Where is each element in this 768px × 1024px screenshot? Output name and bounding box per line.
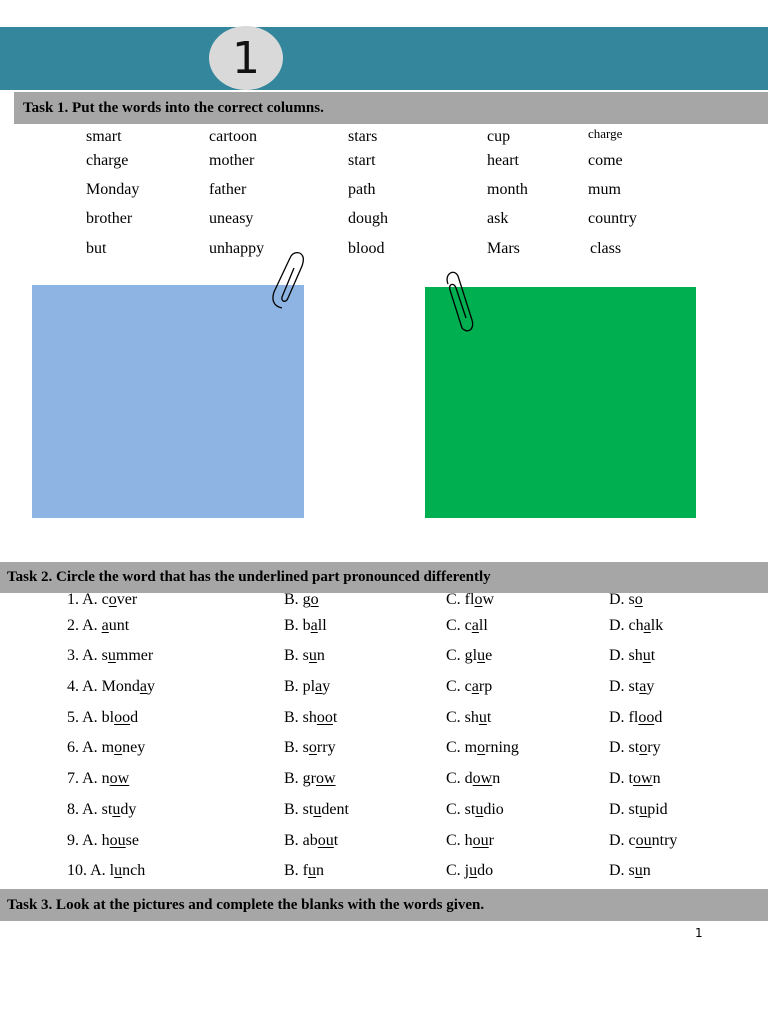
word-item: blood: [348, 240, 385, 257]
answer-option[interactable]: D. chalk: [609, 617, 664, 634]
answer-option[interactable]: D. country: [609, 832, 678, 849]
word-item: come: [588, 152, 623, 169]
word-item: Monday: [86, 181, 140, 198]
answer-option[interactable]: C. shut: [446, 709, 492, 726]
answer-option[interactable]: C. carp: [446, 678, 493, 695]
answer-option[interactable]: B. sun: [284, 647, 325, 664]
word-item: start: [348, 152, 376, 169]
answer-option[interactable]: D. town: [609, 770, 661, 787]
paperclip-icon: [268, 248, 308, 314]
word-item: dough: [348, 210, 388, 227]
word-item: unhappy: [209, 240, 265, 257]
answer-option[interactable]: B. fun: [284, 862, 324, 879]
answer-option[interactable]: D. shut: [609, 647, 656, 664]
answer-option[interactable]: C. down: [446, 770, 501, 787]
answer-option[interactable]: 9. A. house: [67, 832, 139, 849]
word-item: heart: [487, 152, 519, 169]
unit-number-badge: 1: [209, 26, 283, 90]
answer-option[interactable]: 7. A. now: [67, 770, 130, 787]
answer-option[interactable]: C. hour: [446, 832, 494, 849]
answer-option[interactable]: 4. A. Monday: [67, 678, 156, 695]
task2-title: Task 2. Circle the word that has the underlined part pronounced differently: [0, 562, 768, 593]
word-item: charge: [588, 126, 623, 141]
word-item: but: [86, 240, 107, 257]
answer-option[interactable]: 1. A. cover: [67, 591, 138, 608]
header-banner: [0, 27, 768, 90]
word-item: month: [487, 181, 528, 198]
task3-title: Task 3. Look at the pictures and complete the blanks with the words given.: [0, 889, 768, 921]
answer-option[interactable]: 2. A. aunt: [67, 617, 130, 634]
answer-option[interactable]: C. glue: [446, 647, 493, 664]
answer-option[interactable]: 8. A. study: [67, 801, 137, 818]
answer-option[interactable]: B. go: [284, 591, 319, 608]
answer-option[interactable]: D. flood: [609, 709, 663, 726]
word-item: country: [588, 210, 637, 227]
answer-option[interactable]: B. grow: [284, 770, 336, 787]
word-item: path: [348, 181, 376, 198]
word-item: mum: [588, 181, 621, 198]
word-item: charge: [86, 152, 129, 169]
answer-option[interactable]: C. morning: [446, 739, 519, 756]
answer-option[interactable]: C. judo: [446, 862, 494, 879]
word-item: cartoon: [209, 128, 257, 145]
word-item: father: [209, 181, 247, 198]
word-item: brother: [86, 210, 133, 227]
answer-option[interactable]: D. sun: [609, 862, 651, 879]
answer-option[interactable]: B. ball: [284, 617, 327, 634]
answer-option[interactable]: D. stay: [609, 678, 655, 695]
word-item: class: [590, 240, 622, 257]
word-item: mother: [209, 152, 255, 169]
blue-sorting-box: [32, 285, 304, 518]
word-item: stars: [348, 128, 378, 145]
word-item: cup: [487, 128, 511, 145]
page-number: 1: [695, 926, 703, 940]
word-item: smart: [86, 128, 122, 145]
answer-option[interactable]: 3. A. summer: [67, 647, 154, 664]
word-item: Mars: [487, 240, 520, 257]
word-item: ask: [487, 210, 509, 227]
paperclip-icon: [440, 268, 480, 336]
answer-option[interactable]: B. about: [284, 832, 339, 849]
answer-option[interactable]: B. sorry: [284, 739, 336, 756]
word-item: uneasy: [209, 210, 254, 227]
answer-option[interactable]: 6. A. money: [67, 739, 146, 756]
answer-option[interactable]: C. studio: [446, 801, 504, 818]
answer-option[interactable]: 5. A. blood: [67, 709, 139, 726]
answer-option[interactable]: D. story: [609, 739, 661, 756]
answer-option[interactable]: D. so: [609, 591, 643, 608]
answer-option[interactable]: B. student: [284, 801, 349, 818]
answer-option[interactable]: B. shoot: [284, 709, 338, 726]
answer-option[interactable]: C. call: [446, 617, 488, 634]
answer-option[interactable]: D. stupid: [609, 801, 668, 818]
answer-option[interactable]: C. flow: [446, 591, 495, 608]
task1-title: Task 1. Put the words into the correct columns.: [14, 92, 768, 124]
answer-option[interactable]: 10. A. lunch: [67, 862, 146, 879]
answer-option[interactable]: B. play: [284, 678, 331, 695]
